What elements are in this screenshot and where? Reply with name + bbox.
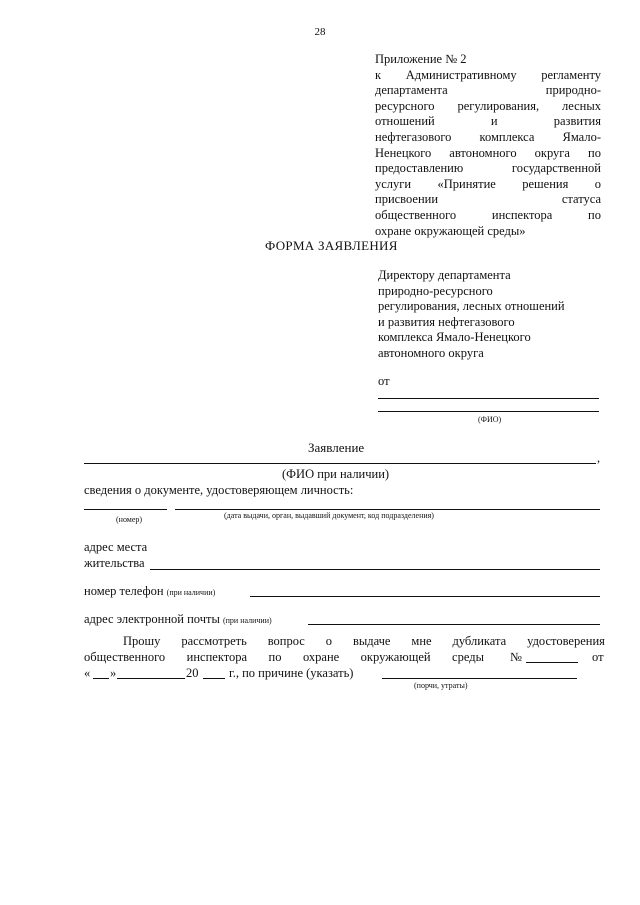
request-word: мне	[411, 634, 432, 648]
email-note: (при наличии)	[222, 616, 272, 625]
appendix-word: инспектора	[491, 207, 553, 222]
appendix-word: комплекса	[479, 129, 535, 144]
appendix-word: природно-	[545, 83, 601, 98]
appendix-word: общественного	[375, 207, 457, 222]
appendix-word: решения	[522, 176, 569, 191]
id-doc-label: сведения о документе, удостоверяющем личность:	[84, 483, 354, 497]
form-title: ФОРМА ЗАЯВЛЕНИЯ	[265, 238, 398, 253]
date-year-suffix: г., по причине (указать)	[229, 666, 354, 680]
appendix-line	[375, 224, 601, 240]
appendix-word: к	[375, 67, 382, 82]
date-open-quote: «	[84, 666, 91, 680]
appendix-line	[375, 130, 601, 146]
appendix-line	[375, 146, 601, 162]
appendix-word: регулирования,	[457, 98, 540, 113]
id-doc-number-caption: (номер)	[116, 515, 143, 524]
email-label	[84, 612, 272, 627]
reason-field[interactable]	[382, 678, 577, 679]
request-word: удостоверения	[527, 634, 605, 648]
request-word: рассмотреть	[181, 634, 247, 648]
appendix-word: регламенту	[541, 67, 601, 82]
date-year-prefix: 20	[186, 666, 199, 680]
appendix-line	[375, 68, 601, 84]
id-doc-number-line[interactable]	[84, 509, 167, 510]
appendix-line	[375, 114, 601, 130]
request-word: среды	[452, 650, 484, 664]
certificate-number-sign: №	[510, 650, 522, 664]
from-line-2[interactable]	[378, 411, 599, 412]
appendix-word: развития	[553, 114, 601, 129]
appendix-word: статуса	[561, 192, 601, 207]
email-label-text: адрес электронной почты	[84, 612, 220, 626]
request-word: о	[325, 634, 333, 648]
from-label: от	[378, 374, 390, 388]
request-word: общественного	[84, 650, 166, 664]
date-year-field[interactable]	[203, 678, 225, 679]
addressee-block	[378, 268, 604, 361]
request-line-2	[84, 650, 484, 665]
addressee-line: природно-ресурсного	[378, 283, 493, 298]
appendix-word: Ямало-	[562, 129, 601, 144]
appendix-title: Приложение № 2	[375, 52, 467, 66]
request-word: охране	[302, 650, 340, 664]
request-word: дубликата	[452, 634, 507, 648]
reason-caption: (порчи, утраты)	[414, 681, 468, 690]
date-day-field[interactable]	[93, 678, 109, 679]
addressee-line: автономного округа	[378, 345, 484, 360]
appendix-line	[375, 192, 601, 208]
phone-label-text: номер телефон	[84, 584, 164, 598]
appendix-word: нефтегазового	[375, 129, 452, 144]
request-word: вопрос	[267, 634, 305, 648]
email-field[interactable]	[308, 624, 600, 625]
appendix-line	[375, 177, 601, 193]
addressee-line: комплекса Ямало-Ненецкого	[378, 330, 531, 344]
appendix-text	[375, 68, 601, 240]
date-month-field[interactable]	[117, 678, 185, 679]
appendix-line	[375, 83, 601, 99]
appendix-word: департамента	[375, 83, 448, 98]
appendix-word: «Принятие	[437, 176, 496, 191]
applicant-fio-line[interactable]	[84, 463, 596, 464]
addressee-line: Директору департамента	[378, 268, 511, 282]
addressee-line: регулирования, лесных отношений	[378, 299, 565, 313]
appendix-word: охране окружающей среды»	[375, 223, 526, 238]
appendix-line	[375, 208, 601, 224]
appendix-word: о	[594, 176, 601, 191]
appendix-word: Ненецкого	[375, 145, 432, 160]
request-word: Прошу	[123, 634, 161, 648]
appendix-word: по	[588, 207, 601, 222]
request-word: выдаче	[352, 634, 391, 648]
appendix-line	[375, 161, 601, 177]
appendix-word: присвоении	[375, 192, 439, 207]
request-from-word: от	[592, 650, 604, 664]
address-label-2: жительства	[84, 556, 145, 570]
appendix-word: по	[588, 145, 601, 160]
appendix-word: предоставлению	[375, 161, 464, 176]
date-close-quote: »	[110, 666, 117, 680]
certificate-number-field[interactable]	[526, 662, 578, 663]
fio-caption: (ФИО)	[478, 415, 502, 424]
appendix-line	[375, 99, 601, 115]
phone-label	[84, 584, 215, 599]
applicant-fio-caption: (ФИО при наличии)	[282, 467, 390, 481]
page-number: 28	[314, 26, 326, 38]
appendix-word: отношений	[375, 114, 435, 129]
appendix-word: и	[490, 114, 498, 129]
appendix-word: государственной	[511, 161, 601, 176]
phone-note: (при наличии)	[166, 588, 216, 597]
appendix-word: округа	[534, 145, 570, 160]
address-label-1: адрес места	[84, 540, 148, 554]
addressee-line: и развития нефтегазового	[378, 314, 515, 329]
appendix-word: лесных	[562, 98, 601, 113]
appendix-word: автономного	[449, 145, 517, 160]
appendix-word: услуги	[375, 176, 412, 191]
appendix-word: Административному	[405, 67, 517, 82]
id-doc-issue-line[interactable]	[175, 509, 600, 510]
appendix-block	[375, 52, 601, 239]
id-doc-issue-caption: (дата выдачи, орган, выдавший документ, код подразделения)	[224, 511, 434, 520]
request-word: инспектора	[186, 650, 248, 664]
phone-field[interactable]	[250, 596, 600, 597]
from-line-1[interactable]	[378, 398, 599, 399]
address-field[interactable]	[150, 569, 600, 570]
applicant-fio-comma: ,	[597, 451, 601, 465]
statement-title: Заявление	[308, 440, 365, 455]
request-line-1	[123, 634, 605, 649]
request-word: окружающей	[360, 650, 431, 664]
request-word: по	[268, 650, 282, 664]
appendix-word: ресурсного	[375, 98, 435, 113]
